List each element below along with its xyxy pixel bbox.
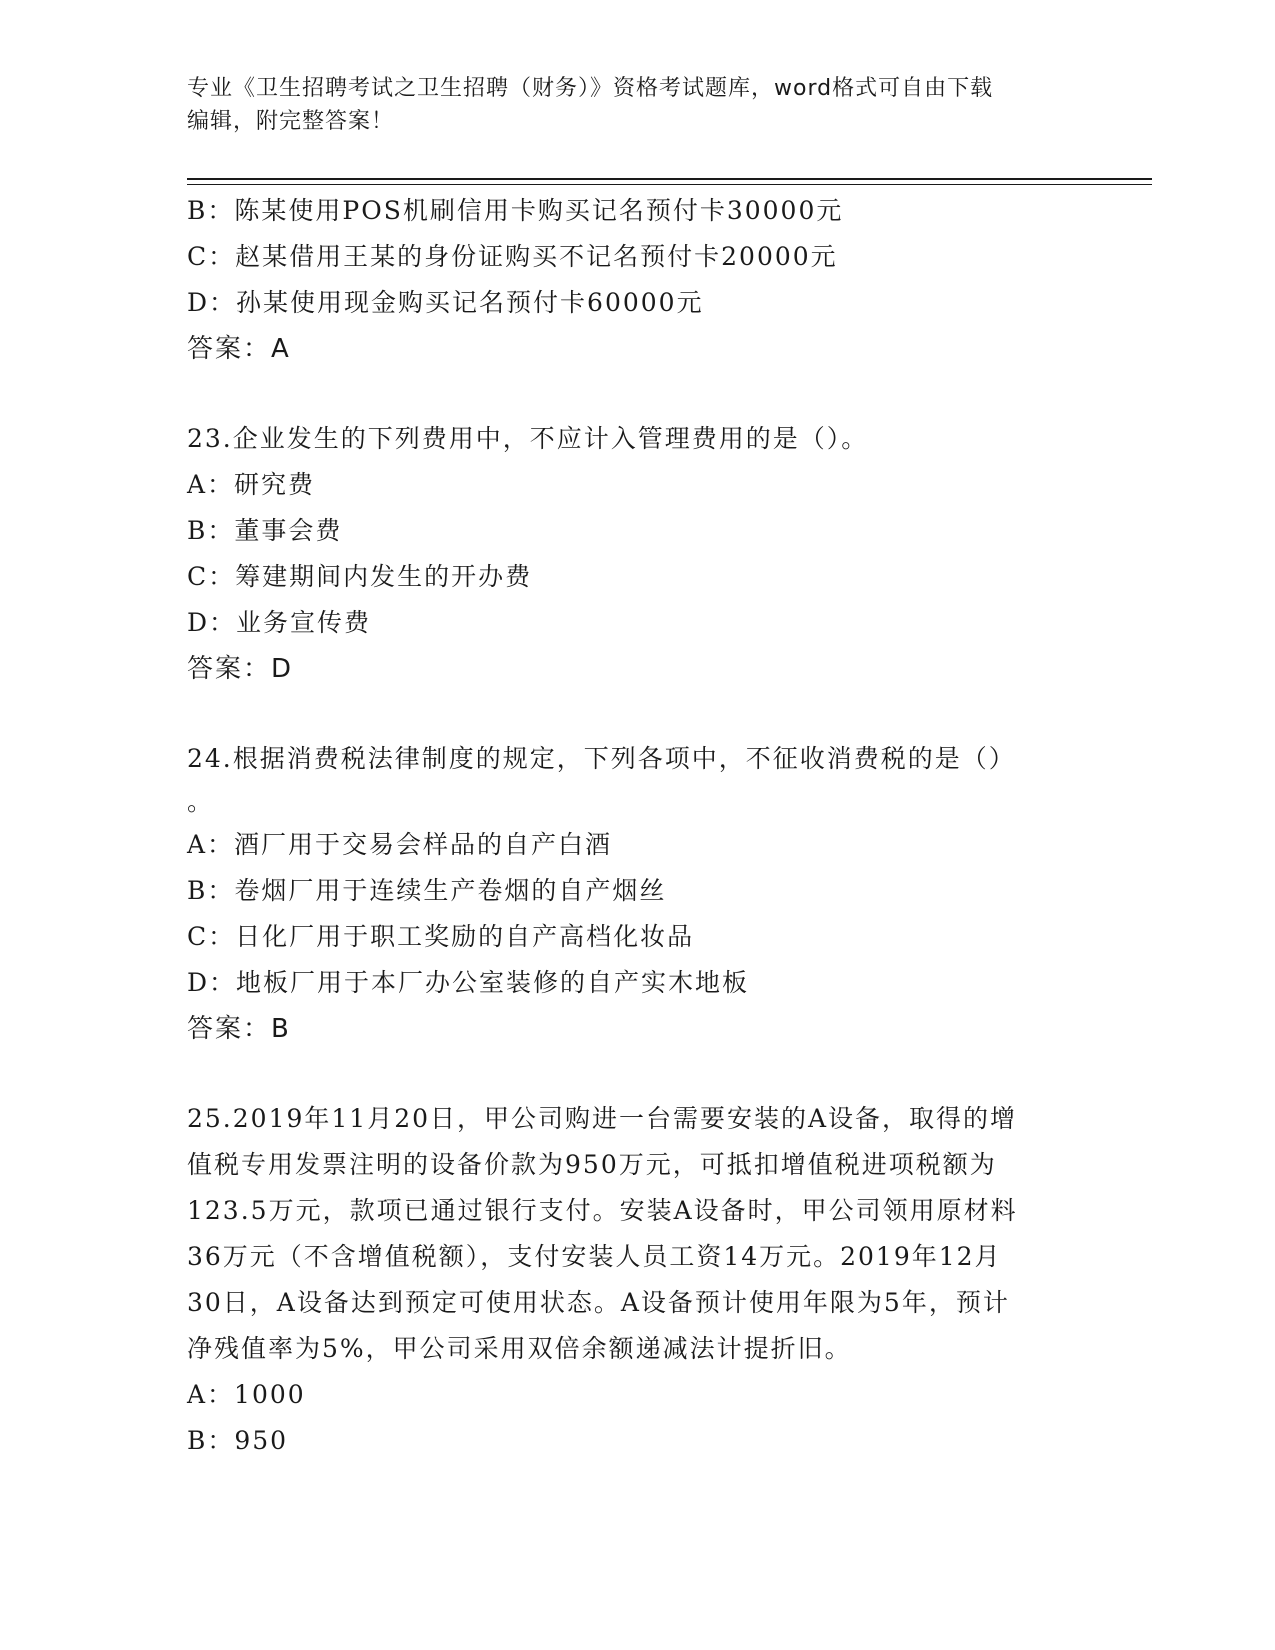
spacer [187,692,1087,736]
option-a: A：1000 [187,1380,306,1409]
option-b: B：陈某使用POS机刷信用卡购买记名预付卡30000元 [187,196,844,225]
option-d: D：业务宣传费 [187,608,372,637]
question-text: 23.企业发生的下列费用中，不应计入管理费用的是（）。 [187,424,869,453]
spacer [187,1052,1087,1096]
document-header [187,72,1087,138]
answer: 答案：B [187,1014,291,1044]
question-25 [187,1096,1087,1464]
question-text-line-1: 25.2019年11月20日，甲公司购进一台需要安装的A设备，取得的增 [187,1104,1018,1133]
spacer [187,372,1087,416]
option-a: A：酒厂用于交易会样品的自产白酒 [187,830,613,859]
option-c: C：日化厂用于职工奖励的自产高档化妆品 [187,922,695,951]
question-text-line-2: 。 [187,787,215,816]
header-divider-thick [187,178,1152,180]
header-line-1: 专业《卫生招聘考试之卫生招聘（财务）》资格考试题库，word格式可自由下载 [187,76,994,101]
question-23 [187,416,1087,692]
option-c: C：赵某借用王某的身份证购买不记名预付卡20000元 [187,242,838,271]
question-22 [187,188,1087,372]
option-d: D：地板厂用于本厂办公室装修的自产实木地板 [187,968,750,997]
question-text-line-3: 123.5万元，款项已通过银行支付。安装A设备时，甲公司领用原材料 [187,1196,1018,1225]
header-line-2: 编辑，附完整答案！ [187,109,395,134]
option-d: D：孙某使用现金购买记名预付卡60000元 [187,288,704,317]
question-text-line-1: 24.根据消费税法律制度的规定，下列各项中，不征收消费税的是（） [187,744,1016,773]
option-b: B：950 [187,1426,289,1455]
option-c: C：筹建期间内发生的开办费 [187,562,533,591]
option-b: B：卷烟厂用于连续生产卷烟的自产烟丝 [187,876,667,905]
answer: 答案：D [187,654,294,684]
question-content [187,188,1087,1464]
header-divider-thin [187,184,1152,185]
answer: 答案：A [187,334,291,364]
question-24 [187,736,1087,1052]
question-text-line-4: 36万元（不含增值税额），支付安装人员工资14万元。2019年12月 [187,1242,1002,1271]
option-b: B：董事会费 [187,516,343,545]
question-text-line-6: 净残值率为5%，甲公司采用双倍余额递减法计提折旧。 [187,1334,852,1363]
question-text-line-2: 值税专用发票注明的设备价款为950万元，可抵扣增值税进项税额为 [187,1150,997,1179]
question-text-line-5: 30日，A设备达到预定可使用状态。A设备预计使用年限为5年，预计 [187,1288,1010,1317]
option-a: A：研究费 [187,470,316,499]
